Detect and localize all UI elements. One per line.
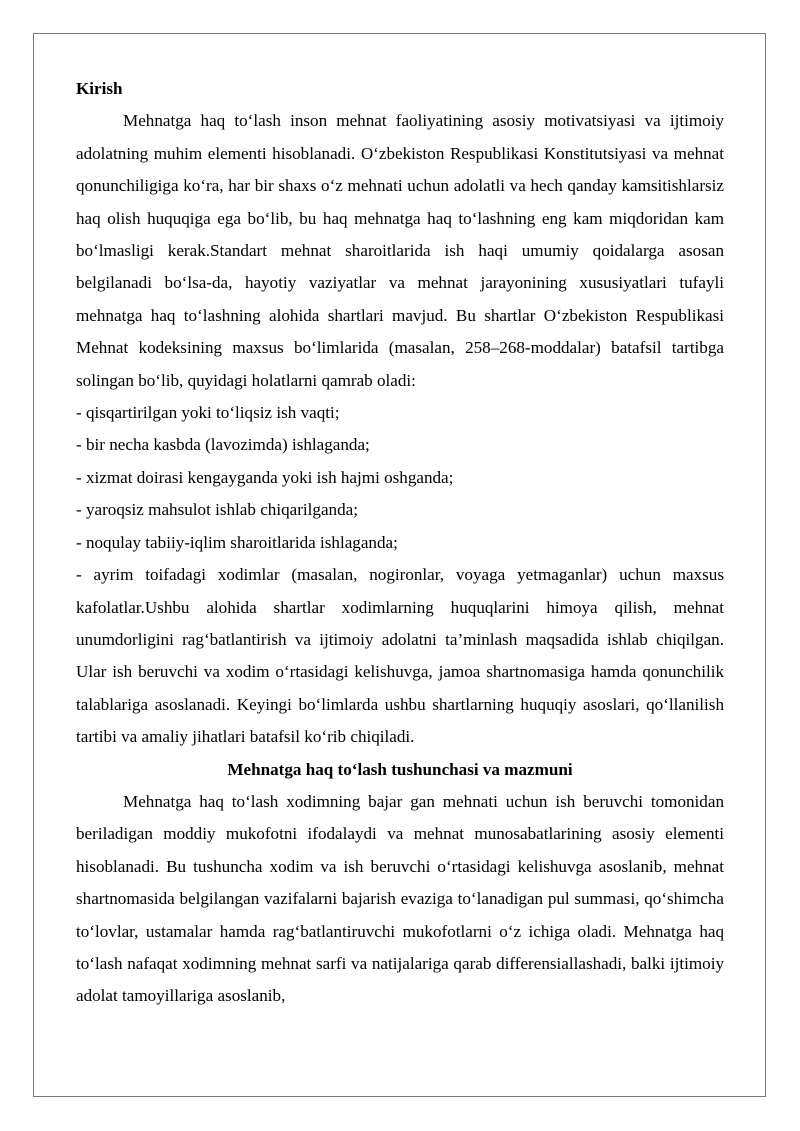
list-item: - qisqartirilgan yoki to‘liqsiz ish vaqti;	[76, 403, 340, 423]
section-heading-concept: Mehnatga haq to‘lash tushunchasi va mazmuni	[227, 759, 573, 779]
list-item: - xizmat doirasi kengayganda yoki ish hajmi oshganda;	[76, 467, 454, 487]
intro-paragraph: Mehnatga haq to‘lash inson mehnat faoliyatining asosiy motivatsiyasi va ijtimoiy adolatning muhim elementi hisoblanadi. O‘zbekiston Respublikasi Konstitutsiyasi va mehnat qonunchiligiga ko‘ra, har bir shaxs o‘z mehnati uchun adolatli va hech qanday kamsitishlarsiz haq olish huquqiga ega bo‘lib, bu haq mehnatga haq to‘lashning eng kam miqdoridan kam bo‘lmasligi kerak.Standart mehnat sharoitlarida ish haqi umumiy qoidalarga asosan belgilanadi bo‘lsa-da, hayotiy vaziyatlar va mehnat jarayonining xususiyatlari tufayli mehnatga haq to‘lashning alohida shartlari mavjud. Bu shartlar O‘zbekiston Respublikasi Mehnat kodeksining maxsus bo‘limlarida (masalan, 258–268-moddalar) batafsil tartibga solingan bo‘lib, quyidagi holatlarni qamrab oladi:	[76, 111, 724, 390]
conditions-list	[76, 397, 724, 559]
list-item: - yaroqsiz mahsulot ishlab chiqarilganda;	[76, 500, 358, 520]
section-heading-kirish: Kirish	[76, 79, 123, 98]
document-body	[76, 73, 724, 1013]
list-item: - bir necha kasbda (lavozimda) ishlaganda;	[76, 435, 370, 455]
list-item: - noqulay tabiiy-iqlim sharoitlarida ishlaganda;	[76, 532, 398, 552]
closing-paragraph: - ayrim toifadagi xodimlar (masalan, nogironlar, voyaga yetmaganlar) uchun maxsus kafolatlar.Ushbu alohida shartlar xodimlarning huquqlarini himoya qilish, mehnat unumdorligini rag‘batlantirish va ijtimoiy adolatni ta’minlash maqsadida ishlab chiqilgan. Ular ish beruvchi va xodim o‘rtasidagi kelishuvga, jamoa shartnomasiga hamda qonunchilik talablariga asoslanadi. Keyingi bo‘limlarda ushbu shartlarning huquqiy asoslari, qo‘llanilish tartibi va amaliy jihatlari batafsil ko‘rib chiqiladi.	[76, 565, 724, 747]
concept-paragraph: Mehnatga haq to‘lash xodimning bajar gan mehnati uchun ish beruvchi tomonidan beriladigan moddiy mukofotni ifodalaydi va mehnat munosabatlarining asosiy elementi hisoblanadi. Bu tushuncha xodim va ish beruvchi o‘rtasidagi kelishuvga asoslanib, mehnat shartnomasida belgilangan vazifalarni bajarish evaziga to‘lanadigan pul summasi, qo‘shimcha to‘lovlar, ustamalar hamda rag‘batlantiruvchi mukofotlarni o‘z ichiga oladi. Mehnatga haq to‘lash nafaqat xodimning mehnat sarfi va natijalariga qarab differensiallashadi, balki ijtimoiy adolat tamoyillariga asoslanib,	[76, 791, 724, 1006]
